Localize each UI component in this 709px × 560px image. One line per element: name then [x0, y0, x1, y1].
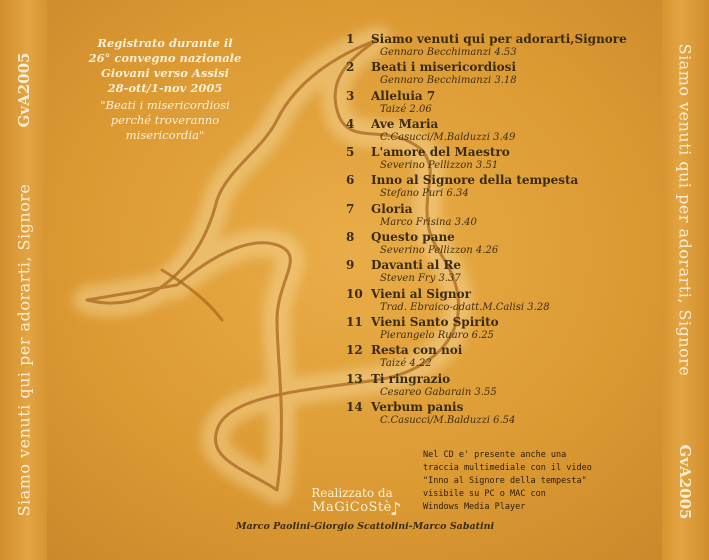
track-item: [346, 230, 666, 258]
track-number: 14: [346, 399, 363, 414]
track-item: [346, 173, 666, 201]
track-author: Cesareo Gabarain 3.55: [380, 386, 497, 398]
track-number: 10: [346, 286, 363, 301]
track-number: 1: [346, 32, 355, 46]
right-spine-title: Siamo venuti qui per adorarti, Signore: [675, 43, 695, 377]
quote-line-3: misericordia": [125, 128, 205, 142]
credit-names: Marco Paolini-Giorgio Scattolini-Marco Sabatini: [236, 521, 495, 532]
track-author: Stefano Puri 6.34: [380, 188, 469, 200]
track-item: [346, 343, 666, 371]
cd-note-line-3: "Inno al Signore della tempesta": [423, 476, 587, 486]
track-item: [346, 89, 666, 117]
track-number: 4: [346, 116, 355, 131]
recording-info: [70, 36, 260, 143]
track-title: Davanti al Re: [371, 258, 462, 273]
cd-note-line-4: visibile su PC o MAC con: [423, 489, 546, 499]
track-author: Pierangelo Ruaro 6.25: [380, 329, 494, 341]
track-number: 3: [346, 88, 355, 103]
track-author: Gennaro Becchimanzi 3.18: [380, 75, 517, 87]
track-number: 12: [346, 343, 363, 358]
track-title: Verbum panis: [371, 399, 464, 414]
track-author: Taizé 2.06: [380, 103, 432, 115]
track-item: [346, 258, 666, 286]
track-author: C.Casucci/M.Balduzzi 3.49: [380, 131, 516, 143]
cd-note-line-1: Nel CD e' presente anche una: [423, 450, 567, 460]
track-author: Severino Pellizzon 3.51: [380, 160, 499, 172]
track-author: Gennaro Becchimanzi 4.53: [380, 47, 517, 58]
track-item: [346, 60, 666, 88]
left-spine-code: GvA2005: [15, 52, 33, 128]
recording-line-3: Giovani verso Assisi: [100, 66, 230, 80]
track-author: Marco Frisina 3.40: [380, 216, 477, 228]
realized-by-label: Realizzato da: [311, 486, 393, 500]
track-title: Resta con noi: [371, 343, 463, 358]
track-title: Vieni al Signor: [371, 286, 471, 301]
music-note-icon: ♪: [390, 499, 402, 520]
track-item: [346, 145, 666, 173]
quote-line-1: "Beati i misericordiosi: [100, 98, 230, 112]
track-number: 11: [346, 314, 363, 329]
cd-multimedia-note: [423, 449, 623, 514]
track-number: 6: [346, 173, 355, 188]
cd-note-line-5: Windows Media Player: [423, 502, 526, 512]
cd-note-line-2: traccia multimediale con il video: [423, 463, 592, 473]
track-number: 5: [346, 145, 355, 160]
track-author: C.Casucci/M.Balduzzi 6.54: [380, 414, 516, 426]
track-title: Ave Maria: [371, 116, 439, 131]
track-author: Taizé 4.22: [380, 358, 432, 370]
right-spine-code: GvA2005: [676, 444, 694, 520]
track-item: [346, 202, 666, 230]
track-author: Steven Fry 3.37: [380, 273, 461, 285]
track-author: Trad. Ebraico-adatt.M.Calisi 3.28: [380, 301, 550, 313]
track-title: Gloria: [371, 201, 413, 216]
track-item: [346, 32, 666, 60]
track-item: [346, 117, 666, 145]
quote-line-2: perché troveranno: [110, 113, 220, 127]
track-number: 2: [346, 60, 355, 75]
track-title: Ti ringrazio: [371, 371, 451, 386]
track-title: Inno al Signore della tempesta: [371, 173, 579, 188]
track-item: [346, 315, 666, 343]
track-title: Vieni Santo Spirito: [371, 314, 499, 329]
magicoste-logo: MaGiCoStè: [312, 500, 392, 515]
track-item: [346, 400, 666, 428]
track-number: 9: [346, 258, 355, 273]
track-item: [346, 372, 666, 400]
track-title: Beati i misericordiosi: [371, 60, 516, 75]
track-item: [346, 287, 666, 315]
track-number: 8: [346, 230, 355, 245]
track-title: Siamo venuti qui per adorarti,Signore: [371, 32, 627, 46]
track-number: 7: [346, 201, 355, 216]
track-title: L'amore del Maestro: [371, 145, 510, 160]
track-list: [346, 32, 666, 428]
track-author: Severino Pellizzon 4.26: [380, 245, 499, 257]
recording-line-2: 26° convegno nazionale: [88, 51, 242, 65]
recording-line-4: 28-ott/1-nov 2005: [107, 81, 223, 95]
recording-line-1: Registrato durante il: [97, 36, 233, 50]
left-spine-title: Siamo venuti qui per adorarti, Signore: [14, 183, 34, 517]
track-title: Questo pane: [371, 230, 455, 245]
beatitude-quote: [70, 98, 260, 143]
track-title: Alleluia 7: [371, 88, 436, 103]
production-credits: [292, 486, 412, 520]
track-number: 13: [346, 371, 363, 386]
